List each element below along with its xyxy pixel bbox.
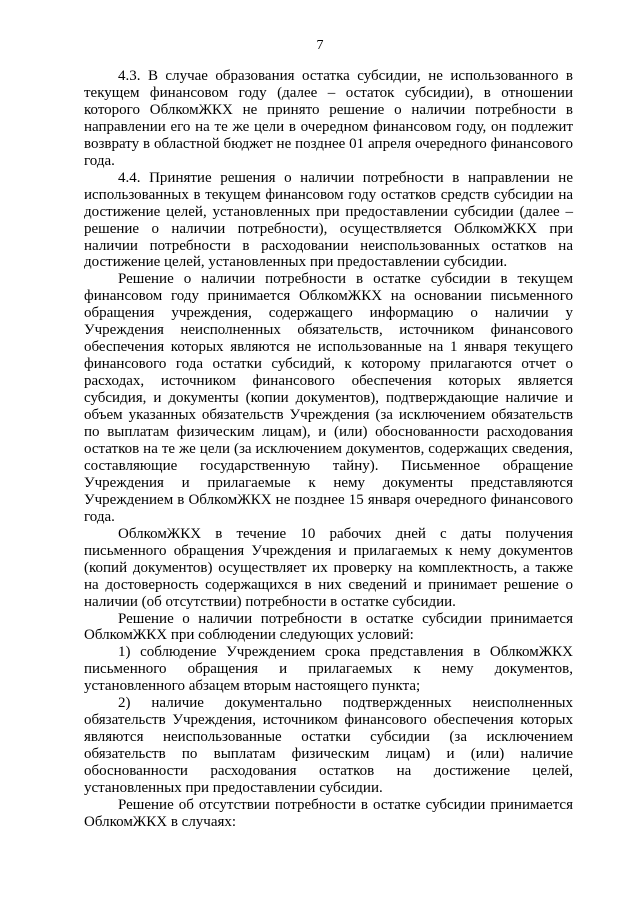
paragraph-decision-basis: Решение о наличии потребности в остатке субсидии в текущем финансовом году принимается ОблкомЖКХ на основании письменного обращения учреждения, содержащего информацию о наличии у Учреждения неисполненных обязательств, источником финансового обеспечения которых являются не использованные на 1 января текущего финансового года остатки субсидий, к которому прилагаются отчет о расходах, источником финансового обеспечения которых является субсидия, и документы (копии документов), подтверждающие наличие и объем указанных обязательств Учреждения (за исключением обязательств по выплатам физическим лицам), и (или) обоснованности расходования остатков на те же цели (за исключением документов, содержащих сведения, составляющие государственную тайну). Письменное обращение Учреждения и прилагаемые к нему документы представляются Учреждением в ОблкомЖКХ не позднее 15 января очередного финансового года. (84, 271, 573, 525)
list-item-condition-2: 2) наличие документально подтвержденных неисполненных обязательств Учреждения, источником финансового обеспечения которых являются неиспользованные остатки субсидии (за исключением обязательств по выплатам физическим лицам) и (или) наличие обоснованности расходования остатков на достижение целей, установленных при предоставлении субсидии. (84, 695, 573, 797)
paragraph-conditions-intro: Решение о наличии потребности в остатке субсидии принимается ОблкомЖКХ при соблюдении следующих условий: (84, 610, 573, 644)
paragraph-4-4: 4.4. Принятие решения о наличии потребности в направлении не использованных в текущем финансовом году остатков средств субсидии на достижение целей, установленных при предоставлении субсидии (далее – решение о наличии потребности), осуществляется ОблкомЖКХ при наличии потребности в расходовании неиспользованных остатков на достижение целей, установленных при предоставлении субсидии. (84, 169, 573, 271)
list-item-condition-1: 1) соблюдение Учреждением срока представления в ОблкомЖКХ письменного обращения и прилагаемых к нему документов, установленного абзацем вторым настоящего пункта; (84, 644, 573, 695)
paragraph-review-period: ОблкомЖКХ в течение 10 рабочих дней с даты получения письменного обращения Учреждения и прилагаемых к нему документов (копий документов) осуществляет их проверку на комплектность, а также на достоверность содержащихся в них сведений и принимает решение о наличии (об отсутствии) потребности в остатке субсидии. (84, 525, 573, 610)
paragraph-4-3: 4.3. В случае образования остатка субсидии, не использованного в текущем финансовом году (далее – остаток субсидии), в отношении которого ОблкомЖКХ не принято решение о наличии потребности в направлении его на те же цели в очередном финансовом году, он подлежит возврату в областной бюджет не позднее 01 апреля очередного финансового года. (84, 68, 573, 169)
document-body (84, 68, 573, 831)
paragraph-absence-cases: Решение об отсутствии потребности в остатке субсидии принимается ОблкомЖКХ в случаях: (84, 796, 573, 830)
page-number: 7 (316, 38, 324, 53)
